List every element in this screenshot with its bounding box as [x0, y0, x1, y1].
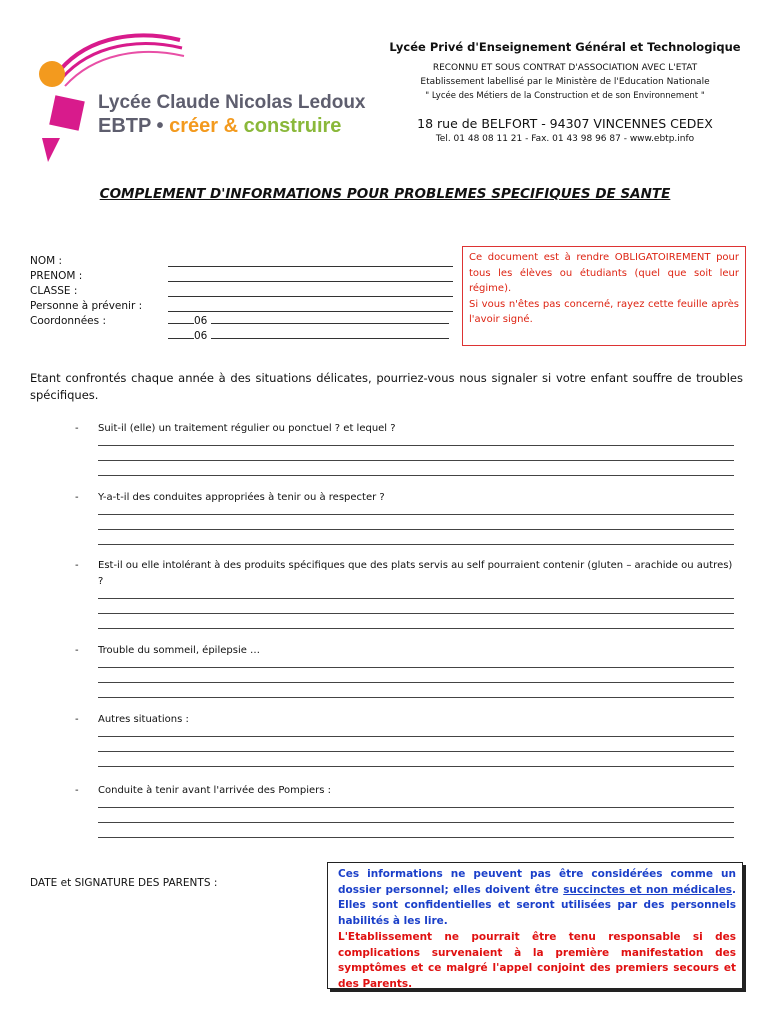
bullet-dash: -: [75, 714, 79, 725]
info-text-c: . Elles sont confidentielles et seront utilisées par des personnels habilités à les lire.: [338, 883, 736, 928]
question-intolerance: Est-il ou elle intolérant à des produits spécifiques que des plats servis au self pourraient contenir (gluten – arachide ou autres) ?: [98, 560, 733, 587]
bullet-dash: -: [75, 645, 79, 656]
question-conduites: Y-a-t-il des conduites appropriées à tenir ou à respecter ?: [98, 492, 385, 503]
answer-line[interactable]: [98, 544, 734, 545]
logo-tag-prefix: EBTP: [98, 115, 151, 137]
answer-line[interactable]: [98, 529, 734, 530]
label-nom: NOM :: [30, 255, 63, 267]
phone-prefix-1: 06: [194, 315, 208, 327]
intro-text: Etant confrontés chaque année à des situations délicates, pourriez-vous nous signaler si votre enfant souffre de troubles spécifiques.: [30, 371, 743, 402]
header-label: Etablissement labellisé par le Ministère de l'Education Nationale: [420, 77, 710, 87]
bullet-dash: -: [75, 492, 79, 503]
signature-label: DATE et SIGNATURE DES PARENTS :: [30, 877, 218, 889]
field-personne[interactable]: [168, 311, 453, 312]
answer-line[interactable]: [98, 837, 734, 838]
answer-line[interactable]: [98, 598, 734, 599]
bullet-dash: -: [75, 785, 79, 796]
notice-not-concerned: Si vous n'êtes pas concerné, rayez cette feuille après l'avoir signé.: [469, 298, 739, 325]
header-contact: Tel. 01 48 08 11 21 - Fax. 01 43 98 96 87 - www.ebtp.info: [435, 134, 695, 144]
answer-line[interactable]: [98, 766, 734, 767]
answer-line[interactable]: [98, 628, 734, 629]
field-phone-1[interactable]: [168, 315, 449, 327]
header-address: 18 rue de BELFORT - 94307 VINCENNES CEDEX: [417, 116, 713, 131]
field-prenom[interactable]: [168, 281, 453, 282]
info-text-emphasis: succinctes et non médicales: [563, 883, 732, 896]
bullet-dash: -: [75, 423, 79, 434]
logo-tag-amp: &: [223, 115, 239, 137]
label-personne: Personne à prévenir :: [30, 300, 143, 312]
field-classe[interactable]: [168, 296, 453, 297]
answer-line[interactable]: [98, 807, 734, 808]
mandatory-notice-box: [462, 246, 746, 346]
info-responsibility: L'Etablissement ne pourrait être tenu responsable si des complications survenaient à la première manifestation des symptômes et ce malgré l'appel conjoint des premiers secours et des Parents.: [338, 930, 736, 990]
header-contract: RECONNU ET SOUS CONTRAT D'ASSOCIATION AVEC L'ETAT: [432, 63, 698, 73]
answer-line[interactable]: [98, 682, 734, 683]
answer-line[interactable]: [98, 751, 734, 752]
answer-line[interactable]: [98, 697, 734, 698]
logo-school-name: Lycée Claude Nicolas Ledoux: [98, 92, 366, 113]
answer-line[interactable]: [98, 667, 734, 668]
answer-line[interactable]: [98, 613, 734, 614]
label-classe: CLASSE :: [30, 285, 78, 297]
phone-prefix-2: 06: [194, 330, 208, 342]
header-school-type: Lycée Privé d'Enseignement Général et Technologique: [389, 40, 741, 54]
field-phone-2[interactable]: [168, 330, 449, 342]
info-box: [327, 862, 743, 989]
answer-line[interactable]: [98, 475, 734, 476]
answer-line[interactable]: [98, 736, 734, 737]
document-title: COMPLEMENT D'INFORMATIONS POUR PROBLEMES SPECIFIQUES DE SANTE: [99, 186, 671, 202]
bullet-dash: -: [75, 560, 79, 571]
logo-tag-creer: créer: [169, 115, 219, 137]
question-autres: Autres situations :: [98, 714, 189, 725]
info-confidential: [338, 867, 736, 930]
logo-tagline: EBTP • créer & construire: [98, 115, 342, 137]
answer-line[interactable]: [98, 822, 734, 823]
header-metiers: " Lycée des Métiers de la Construction et de son Environnement ": [425, 91, 705, 101]
answer-line[interactable]: [98, 514, 734, 515]
label-coordonnees: Coordonnées :: [30, 315, 106, 327]
answer-line[interactable]: [98, 445, 734, 446]
question-pompiers: Conduite à tenir avant l'arrivée des Pompiers :: [98, 785, 332, 796]
logo-tag-construire: construire: [243, 115, 342, 137]
info-text-a: Ces informations ne peuvent pas être considérées comme un dossier personnel; elles doivent être: [338, 868, 736, 896]
question-traitement: Suit-il (elle) un traitement régulier ou ponctuel ? et lequel ?: [98, 423, 396, 434]
field-nom[interactable]: [168, 266, 453, 267]
answer-line[interactable]: [98, 460, 734, 461]
notice-mandatory: Ce document est à rendre OBLIGATOIREMENT pour tous les élèves ou étudiants (quel que soit leur régime).: [469, 252, 739, 294]
question-sommeil: Trouble du sommeil, épilepsie …: [98, 645, 261, 656]
label-prenom: PRENOM :: [30, 270, 83, 282]
